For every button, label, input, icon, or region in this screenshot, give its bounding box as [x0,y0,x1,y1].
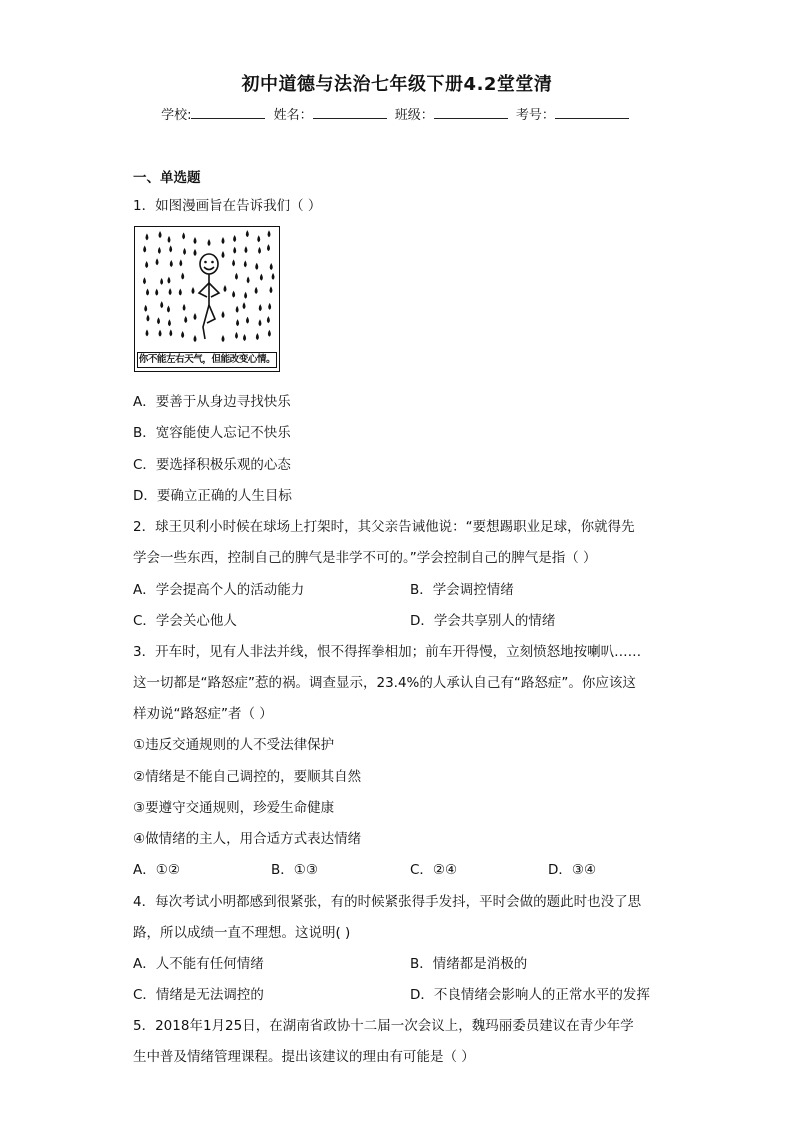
exam-no-blank[interactable] [555,106,629,119]
raindrop [259,304,262,311]
q4-option-b[interactable]: B．情绪都是消极的 [410,956,528,972]
raindrop [179,288,182,295]
raindrop [146,288,149,295]
raindrop [179,259,182,266]
q5-stem-line2: 生中普及情绪管理课程。提出该建议的理由有可能是（ ） [133,1049,475,1065]
q4-option-d[interactable]: D．不良情绪会影响人的正常水平的发挥 [410,987,650,1003]
raindrop [222,251,225,258]
raindrop [194,249,197,256]
raindrop [184,316,187,323]
raindrop [236,319,239,326]
raindrop [232,291,235,298]
raindrop [222,237,225,244]
raindrop [146,314,149,321]
raindrop [194,313,197,320]
raindrop [194,335,197,342]
raindrop [160,278,163,285]
q3-statement-2: ②情绪是不能自己调控的，要顺其自然 [133,769,362,785]
cartoon-caption: 你不能左右天气，但能改变心情。 [137,352,277,368]
q2-option-c[interactable]: C．学会关心他人 [133,613,237,629]
raindrop [268,330,271,337]
raindrop [183,304,186,311]
q4-stem-line1: 4．每次考试小明都感到很紧张，有的时候紧张得手发抖，平时会做的题此时也没了思 [133,894,642,910]
raindrop [169,288,172,295]
raindrop [255,263,258,270]
raindrop [258,247,261,254]
raindrop [144,305,147,312]
raindrop [267,316,270,323]
q4-option-c[interactable]: C．情绪是无法调控的 [133,987,264,1003]
q5-stem-line1: 5．2018年1月25日，在湖南省政协十二届一次会议上，魏玛丽委员建议在青少年学 [133,1018,634,1034]
raindrop [169,245,172,252]
cartoon-image [134,226,280,372]
raindrop [168,236,171,243]
school-label: 学校: [161,108,192,123]
raindrop [170,260,173,267]
school-blank[interactable] [191,106,265,119]
raindrop [192,287,195,294]
raindrop [244,260,247,267]
class-blank[interactable] [434,106,508,119]
q2-option-a[interactable]: A．学会提高个人的活动能力 [133,582,305,598]
raindrop [145,261,148,268]
raindrop [155,289,158,296]
q3-statement-1: ①违反交通规则的人不受法律保护 [133,737,335,753]
student-info-line [0,104,794,123]
raindrop [181,273,184,280]
raindrop [244,292,247,299]
q1-option-c[interactable]: C．要选择积极乐观的心态 [133,457,291,473]
raindrop [268,230,271,237]
q1-option-b[interactable]: B．宽容能使人忘记不快乐 [133,425,291,441]
name-blank[interactable] [313,106,387,119]
raindrop [269,286,272,293]
raindrop [233,235,236,242]
raindrop [182,232,185,239]
section-heading: 一、单选题 [133,170,201,186]
q3-statement-3: ③要遵守交通规则，珍爱生命健康 [133,800,335,816]
raindrop [270,263,273,270]
raindrop [233,247,236,254]
raindrop [143,245,146,252]
raindrop [268,303,271,310]
raindrop [143,277,146,284]
q3-stem-line2: 这一切都是“路怒症”惹的祸。调查显示，23.4%的人承认自己有“路怒症”。你应该这 [133,675,636,691]
q3-option-a[interactable]: A．①② [133,862,180,878]
raindrop [235,332,238,339]
q4-option-a[interactable]: A．人不能有任何情绪 [133,956,264,972]
raindrop [157,317,160,324]
q3-stem-line3: 样劝说“路怒症”者（ ） [133,706,273,722]
raindrop [194,237,197,244]
q3-option-c[interactable]: C．②④ [410,862,458,878]
raindrop [224,285,227,292]
rain-figure-drawing [135,227,278,353]
raindrop [272,273,275,280]
name-label: 姓名： [273,108,313,123]
raindrop [246,230,249,237]
q3-option-b[interactable]: B．①③ [271,862,318,878]
raindrop [183,248,186,255]
raindrop [159,330,162,337]
raindrop [255,287,258,294]
q1-stem: 1．如图漫画旨在告诉我们（ ） [133,198,322,214]
raindrop [181,331,184,338]
raindrop [256,333,259,340]
raindrop [159,231,162,238]
q2-stem-line1: 2．球王贝利小时候在球场上打架时，其父亲告诫他说：“要想踢职业足球，你就得先 [133,519,635,535]
raindrop [243,302,246,309]
q2-option-d[interactable]: D．学会共享别人的情绪 [410,613,556,629]
raindrop [208,239,211,246]
q3-stem-line1: 3．开车时，见有人非法并线，恨不得挥拳相加；前车开得慢，立刻愤怒地按喇叭…… [133,644,642,660]
class-label: 班级： [394,108,434,123]
exam-no-label: 考号： [515,108,555,123]
q3-option-d[interactable]: D．③④ [548,862,597,878]
raindrop [145,233,148,240]
raindrop [158,247,161,254]
raindrop [156,258,159,265]
raindrop [145,329,148,336]
raindrop [257,235,260,242]
raindrop [258,319,261,326]
raindrop [235,273,238,280]
raindrop [167,277,170,284]
q3-statement-4: ④做情绪的主人，用合适方式表达情绪 [133,831,362,847]
raindrop [222,311,225,318]
raindrop [167,306,170,313]
q1-option-d[interactable]: D．要确立正确的人生目标 [133,488,292,504]
raindrop [160,301,163,308]
q2-option-b[interactable]: B．学会调控情绪 [410,582,514,598]
q2-stem-line2: 学会一些东西，控制自己的脾气是非学不可的。”学会控制自己的脾气是指（ ） [133,550,597,566]
raindrop [236,306,239,313]
raindrop [232,259,235,266]
page-title: 初中道德与法治七年级下册4.2堂堂清 [241,74,553,95]
raindrop [222,335,225,342]
raindrop [168,319,171,326]
q1-option-a[interactable]: A．要善于从身边寻找快乐 [133,394,291,410]
q4-stem-line2: 路，所以成绩一直不理想。这说明( ) [133,925,351,941]
raindrop [260,274,263,281]
raindrop [267,244,270,251]
raindrop [169,329,172,336]
raindrop [244,246,247,253]
raindrop [246,317,249,324]
raindrop [247,276,250,283]
raindrop [243,334,246,341]
